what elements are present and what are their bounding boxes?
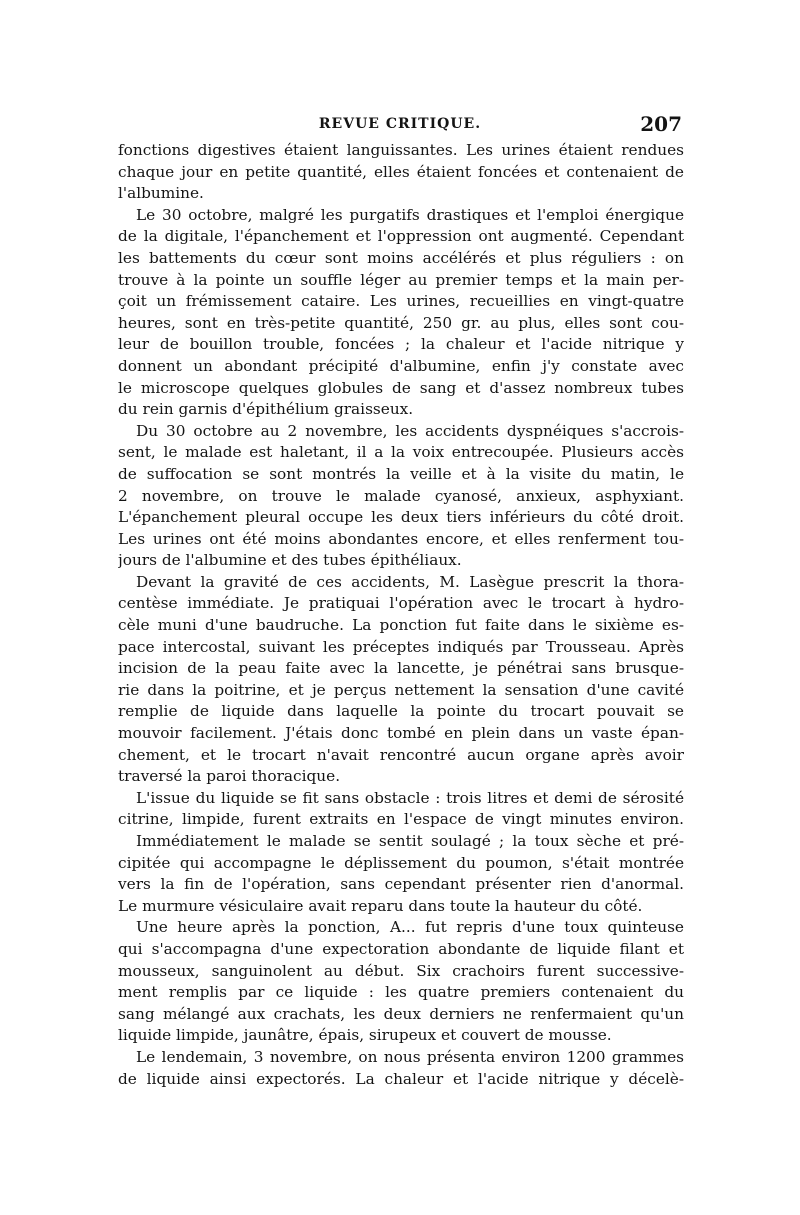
text-line: l'albumine. (118, 184, 204, 203)
text-line: cipitée qui accompagne le déplissement du poumon, s'était montrée (118, 853, 684, 872)
text-line: jours de l'albumine et des tubes épithéliaux. (118, 551, 462, 570)
text-line: fonctions digestives étaient languissantes. Les urines étaient rendues (118, 141, 684, 159)
text-line: incision de la peau faite avec la lancette, je pénétrai sans brusque- (118, 659, 684, 678)
text-line: heures, sont en très-petite quantité, 250 gr. au plus, elles sont cou- (118, 313, 684, 332)
text-line: chement, et le trocart n'avait rencontré aucun organe après avoir (118, 745, 684, 764)
text-line: le microscope quelques globules de sang et d'assez nombreux tubes (118, 378, 684, 397)
text-line: Une heure après la ponction, A... fut repris d'une toux quinteuse (136, 918, 684, 937)
text-line: les battements du cœur sont moins accélérés et plus réguliers : on (118, 248, 684, 267)
page-header (118, 112, 682, 136)
text-line: Le lendemain, 3 novembre, on nous présenta environ 1200 grammes (136, 1047, 684, 1066)
text-line: chaque jour en petite quantité, elles étaient foncées et contenaient de (118, 162, 684, 181)
text-line: vers la fin de l'opération, sans cependant présenter rien d'anormal. (118, 875, 684, 894)
text-line: donnent un abondant précipité d'albumine, enfin j'y constate avec (118, 356, 684, 375)
text-line: pace intercostal, suivant les préceptes indiqués par Trousseau. Après (118, 637, 684, 656)
text-line: 2 novembre, on trouve le malade cyanosé, anxieux, asphyxiant. (118, 486, 684, 505)
text-line: de liquide ainsi expectorés. La chaleur et l'acide nitrique y décelè- (118, 1069, 684, 1088)
text-line: Immédiatement le malade se sentit soulagé ; la toux sèche et pré- (136, 832, 684, 850)
text-line: cèle muni d'une baudruche. La ponction fut faite dans le sixième es- (118, 616, 684, 635)
body-text (118, 140, 684, 1090)
text-line: sang mélangé aux crachats, les deux derniers ne renfermaient qu'un (118, 1004, 684, 1023)
running-head: REVUE CRITIQUE. (318, 116, 482, 132)
page-number: 207 (640, 112, 682, 136)
text-line: L'épanchement pleural occupe les deux tiers inférieurs du côté droit. (118, 508, 684, 527)
text-line: trouve à la pointe un souffle léger au premier temps et la main per- (118, 270, 684, 289)
text-line: Les urines ont été moins abondantes encore, et elles renferment tou- (118, 529, 684, 548)
text-line: çoit un frémissement cataire. Les urines, recueillies en vingt-quatre (118, 292, 684, 311)
text-line: remplie de liquide dans laquelle la pointe du trocart pouvait se (118, 702, 684, 721)
text-line: Le 30 octobre, malgré les purgatifs drastiques et l'emploi énergique (136, 205, 684, 224)
text-line: mousseux, sanguinolent au début. Six crachoirs furent successive- (118, 961, 684, 980)
text-line: Du 30 octobre au 2 novembre, les accidents dyspnéiques s'accrois- (136, 421, 684, 440)
text-line: de la digitale, l'épanchement et l'oppression ont augmenté. Cependant (118, 227, 684, 246)
text-line: leur de bouillon trouble, foncées ; la chaleur et l'acide nitrique y (118, 335, 684, 354)
text-line: du rein garnis d'épithélium graisseux. (118, 400, 414, 419)
text-line: traversé la paroi thoracique. (118, 767, 341, 786)
text-line: rie dans la poitrine, et je perçus nettement la sensation d'une cavité (118, 680, 684, 699)
text-line: qui s'accompagna d'une expectoration abondante de liquide filant et (118, 939, 684, 958)
text-line: mouvoir facilement. J'étais donc tombé en plein dans un vaste épan- (118, 724, 684, 743)
text-line: citrine, limpide, furent extraits en l'espace de vingt minutes environ. (118, 810, 684, 829)
text-line: de suffocation se sont montrés la veille et à la visite du matin, le (118, 464, 684, 483)
text-line: ment remplis par ce liquide : les quatre premiers contenaient du (118, 983, 684, 1002)
text-line: liquide limpide, jaunâtre, épais, sirupeux et couvert de mousse. (118, 1026, 612, 1045)
text-line: sent, le malade est haletant, il a la voix entrecoupée. Plusieurs accès (118, 443, 684, 462)
text-line: Le murmure vésiculaire avait reparu dans toute la hauteur du côté. (118, 896, 643, 915)
text-line: centèse immédiate. Je pratiquai l'opération avec le trocart à hydro- (118, 594, 684, 613)
text-line: Devant la gravité de ces accidents, M. Lasègue prescrit la thora- (136, 572, 684, 591)
text-line: L'issue du liquide se fit sans obstacle : trois litres et demi de sérosité (136, 788, 684, 807)
